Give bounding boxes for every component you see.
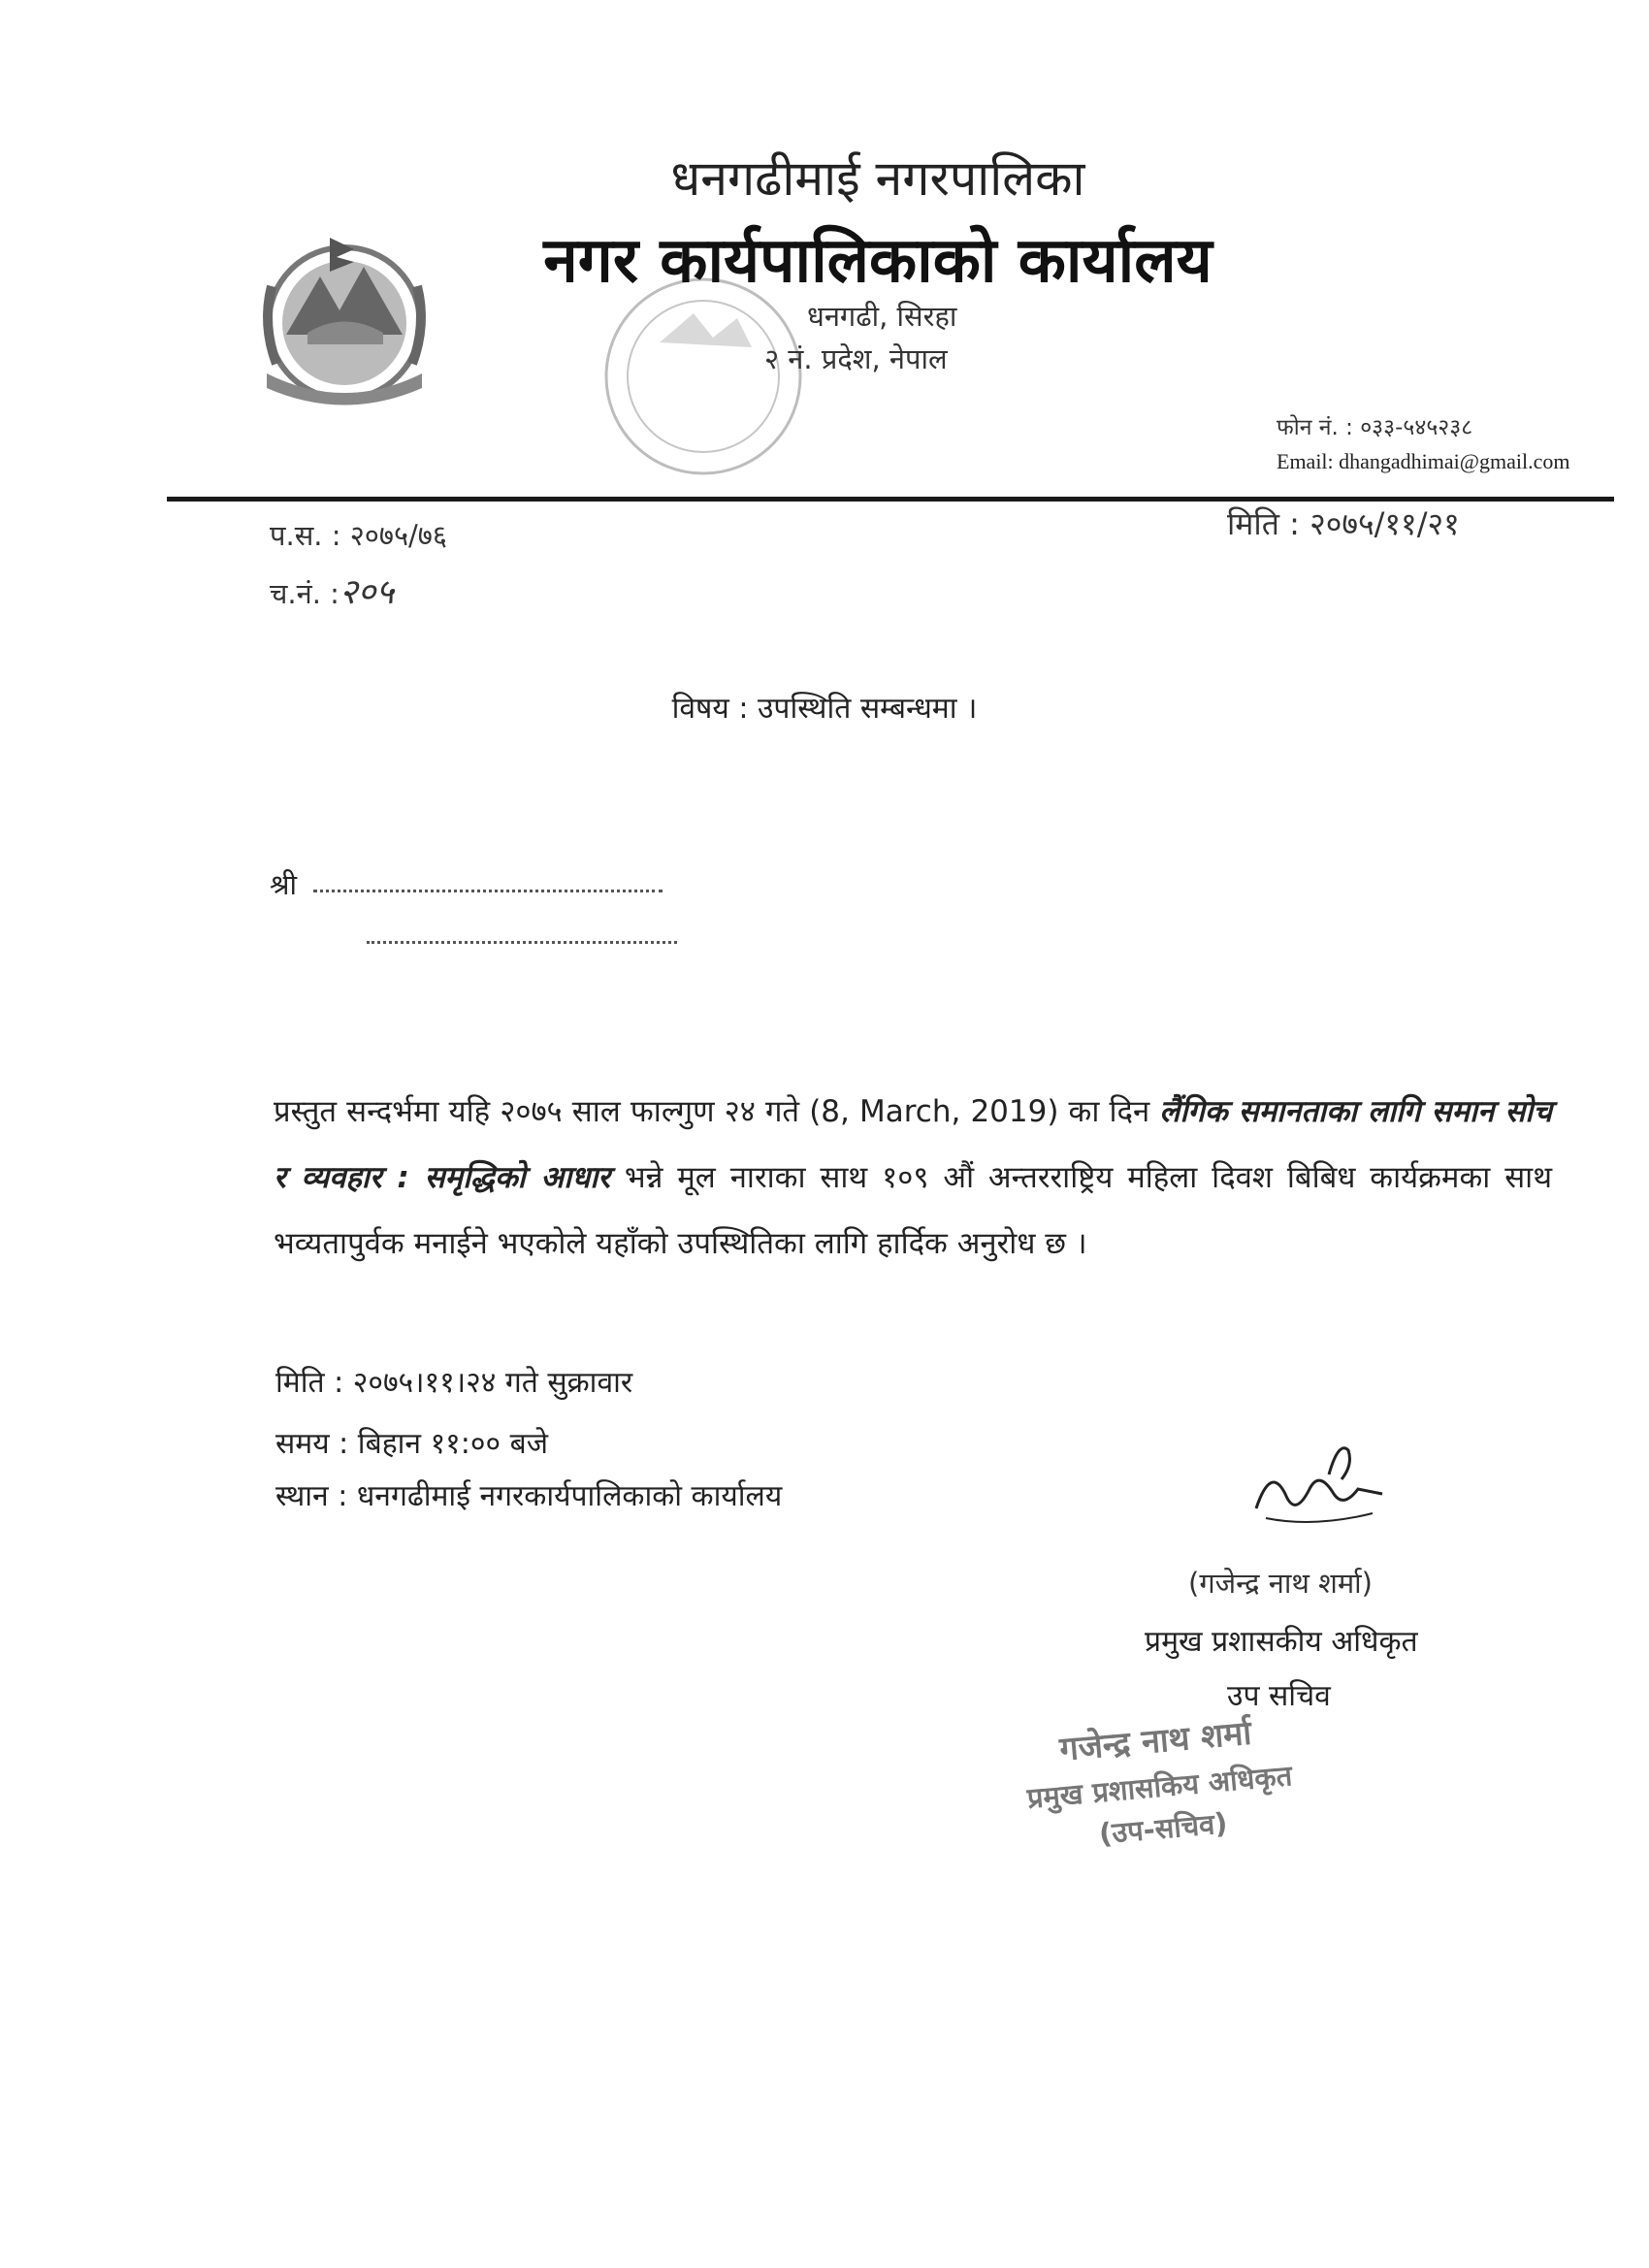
signatory-stamp	[1021, 1705, 1298, 1858]
phone-number: फोन नं. : ०३३-५४५२३८	[1277, 415, 1473, 440]
address-line-1: धनगढी, सिरहा	[807, 300, 957, 333]
office-name: नगर कार्यपालिकाको कार्यालय	[543, 225, 1212, 297]
event-venue: स्थान : धनगढीमाई नगरकार्यपालिकाको कार्यालय	[275, 1479, 783, 1513]
dispatch-label: च.नं. :	[270, 577, 340, 610]
signatory-name: (गजेन्द्र नाथ शर्मा)	[1188, 1567, 1373, 1600]
email-address: Email: dhangadhimai@gmail.com	[1277, 449, 1570, 473]
event-time: समय : बिहान ११:०० बजे	[275, 1427, 549, 1461]
signature-icon	[1227, 1436, 1402, 1542]
dispatch-number	[270, 567, 394, 614]
addressee-blank-line-1	[313, 868, 663, 892]
org-name: धनगढीमाई नगरपालिका	[670, 150, 1085, 207]
subject-line: विषय : उपस्थिति सम्बन्धमा ।	[671, 692, 978, 726]
stamp-title: प्रमुख प्रशासकिय अधिकृत	[1025, 1759, 1294, 1815]
addressee-blank-line-2	[367, 920, 677, 944]
salutation: श्री	[270, 868, 298, 901]
signatory-title: प्रमुख प्रशासकीय अधिकृत	[1145, 1625, 1418, 1659]
header-divider	[167, 497, 1614, 502]
stamp-rank: (उप-सचिव)	[1097, 1806, 1229, 1851]
signatory-rank: उप सचिव	[1227, 1679, 1331, 1713]
campaign-slogan: लैंगिक समानताका लागि समान सोच र व्यवहार : समृद्धिको आधार	[274, 1094, 1552, 1195]
body-part-2: भन्ने मूल नाराका साथ १०९ औं अन्तरराष्ट्रिय महिला दिवश बिबिध कार्यक्रमका साथ भव्यतापुर्वक मनाईने भएकोले यहाँको उपस्थितिका लागि हार्दिक अनुरोध छ ।	[274, 1160, 1552, 1261]
stamp-name: गजेन्द्र नाथ शर्मा	[1057, 1713, 1253, 1769]
letter-body	[274, 1079, 1552, 1277]
reference-number: प.स. : २०७५/७६	[270, 519, 447, 552]
body-part-1: प्रस्तुत सन्दर्भमा यहि २०७५ साल फाल्गुण २४ गते (8, March, 2019) का दिन	[274, 1094, 1160, 1129]
dispatch-number-handwritten: २०५	[339, 572, 395, 612]
event-date: मिति : २०७५।११।२४ गते सुक्रावार	[275, 1366, 633, 1400]
letter-date: मिति : २०७५/११/२१	[1227, 505, 1460, 542]
address-line-2: २ नं. प्रदेश, नेपाल	[764, 342, 948, 375]
